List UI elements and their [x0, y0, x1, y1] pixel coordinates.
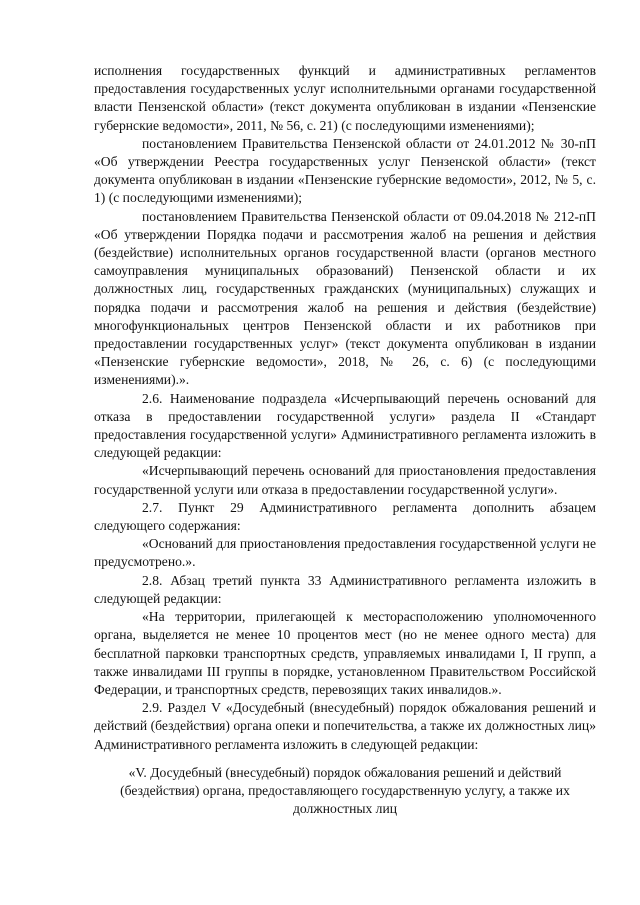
- paragraph-10: 2.9. Раздел V «Досудебный (внесудебный) порядок обжалования решений и действий (бездействия) органа опеки и попечительства, а также их должностных лиц» Административного регламента изложить в следующей редакции:: [94, 700, 596, 752]
- paragraph-6: 2.7. Пункт 29 Административного регламента дополнить абзацем следующего содержания:: [94, 499, 596, 534]
- paragraph-7: «Оснований для приостановления предоставления государственной услуги не предусмотрено.».: [94, 536, 596, 570]
- section-heading: «V. Досудебный (внесудебный) порядок обжалования решений и действий (бездействия) органа, предоставляющего государственную услугу, а также их должностных лиц: [120, 764, 570, 817]
- paragraph-8: 2.8. Абзац третий пункта 33 Административного регламента изложить в следующей редакции:: [94, 572, 596, 606]
- paragraph-4: 2.6. Наименование подраздела «Исчерпывающий перечень оснований для отказа в предоставлении государственной услуги» раздела II «Стандарт предоставления государственной услуги» Административного регламента изложить в следующей редакции:: [94, 390, 596, 461]
- paragraph-5: «Исчерпывающий перечень оснований для приостановления предоставления государственной услуги или отказа в предоставлении государственной услуги».: [94, 463, 596, 497]
- paragraph-2: постановлением Правительства Пензенской области от 24.01.2012 № 30-пП «Об утверждении Реестра государственных услуг Пензенской области» (текст документа опубликован в издании «Пензенские губернские ведомости», 2012, № 5, с. 1) (с последующими изменениями);: [94, 135, 596, 206]
- paragraph-3: постановлением Правительства Пензенской области от 09.04.2018 № 212-пП «Об утверждении Порядка подачи и рассмотрения жалоб на решения и действия (бездействие) исполнительных органов государственной власти (органов местного самоуправления муниципальных образований) Пензенской области и их должностных лиц, государственных гражданских (муниципальных) служащих и порядка подачи и рассмотрения жалоб на решения и действия (бездействие) многофункциональных центров Пензенской области и их работников при предоставлении государственных услуг» (текст документа опубликован в издании «Пензенские губернские ведомости», 2018, № 26, с. 6) (с последующими изменениями).».: [94, 208, 596, 388]
- paragraph-1: исполнения государственных функций и административных регламентов предоставления государственных услуг исполнительными органами государственной власти Пензенской области» (текст документа опубликован в издании «Пензенские губернские ведомости», 2011, № 56, с. 21) (с последующими изменениями);: [94, 63, 596, 133]
- paragraph-9: «На территории, прилегающей к месторасположению уполномоченного органа, выделяется не менее 10 процентов мест (но не менее одного места) для бесплатной парковки транспортных средств, управляемых инвалидами I, II групп, а также инвалидами III группы в порядке, установленном Правительством Российской Федерации, и транспортных средств, перевозящих таких инвалидов.».: [94, 609, 596, 697]
- document-body: [94, 62, 596, 818]
